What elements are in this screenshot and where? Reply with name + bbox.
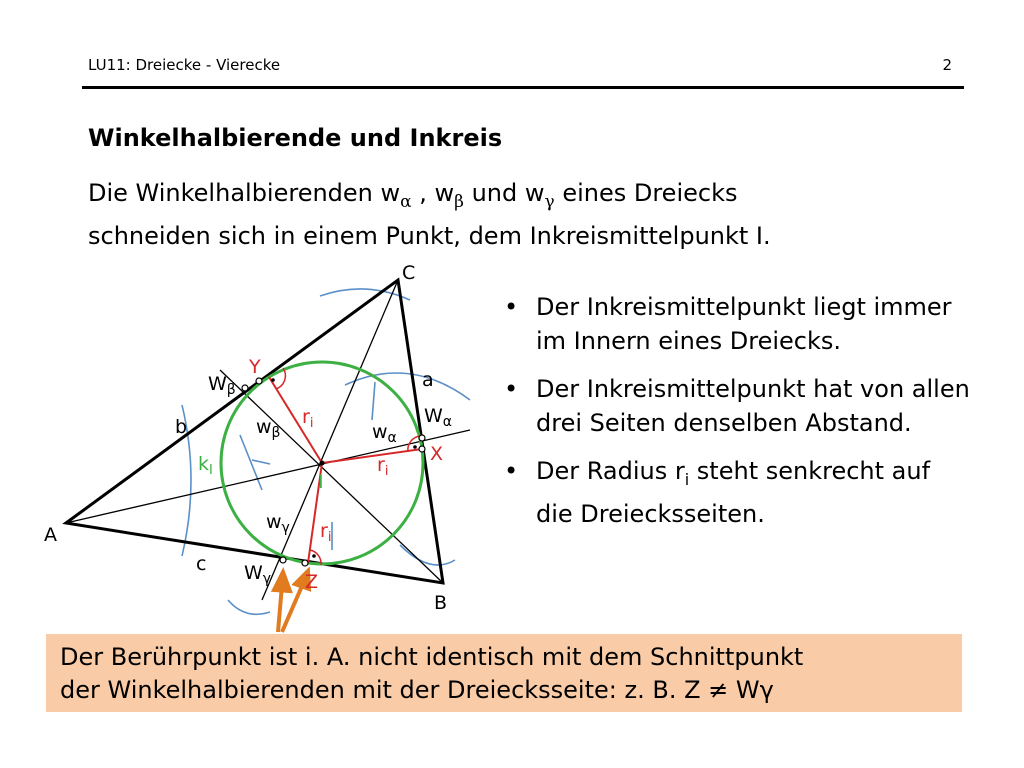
- bullet-item-3: [504, 454, 974, 531]
- diagram-labels: [44, 262, 452, 614]
- label-ri-Z: $r_i$: [320, 520, 332, 545]
- note-line-1: Der Berührpunkt ist i. A. nicht identisch mit dem Schnittpunkt: [60, 643, 804, 671]
- intro-alpha: α: [400, 191, 412, 212]
- label-A: A: [44, 524, 57, 546]
- label-I: I: [318, 471, 324, 493]
- bullet-item-1: [504, 290, 974, 358]
- point-Wgamma: [280, 557, 286, 563]
- label-a: a: [422, 369, 434, 391]
- arc-bottom: [228, 600, 270, 614]
- bullet-text-2: Der Inkreismittelpunkt hat von allen drei Seiten denselben Abstand.: [536, 375, 970, 437]
- label-walpha: $w_\alpha$: [372, 421, 397, 446]
- intro-suffix: eines Dreiecks: [554, 179, 738, 207]
- label-wgamma: $w_\gamma$: [266, 511, 290, 536]
- note-box: [46, 634, 962, 712]
- label-ri-X: $r_i$: [377, 454, 389, 479]
- dot-Z: [312, 554, 316, 558]
- intro-line-2: schneiden sich in einem Punkt, dem Inkreismittelpunkt I.: [88, 221, 771, 250]
- bullet-text-3-suffix: steht senkrecht auf die Dreiecksseiten.: [536, 457, 931, 528]
- label-ri-Y: $r_i$: [302, 406, 314, 431]
- page-number: 2: [942, 56, 952, 74]
- header-divider: [82, 86, 964, 89]
- pointer-arrows: [274, 571, 309, 632]
- bullet-list: [504, 290, 974, 545]
- label-Wbeta: $W_\beta$: [208, 373, 236, 398]
- label-wbeta: $w_\beta$: [256, 416, 281, 441]
- header-title: LU11: Dreiecke - Vierecke: [88, 56, 281, 74]
- bullet-text-3-prefix: Der Radius r: [536, 457, 685, 485]
- bisector-beta: [220, 370, 443, 583]
- dot-Y: [271, 378, 275, 382]
- intro-prefix: Die Winkelhalbierenden w: [88, 179, 401, 207]
- intro-sep2: und w: [463, 179, 545, 207]
- label-Wgamma: $W_\gamma$: [244, 562, 272, 587]
- points: [242, 378, 425, 566]
- point-Y: [256, 378, 262, 384]
- intro-line-1: [88, 176, 968, 219]
- bullet-item-2: [504, 372, 974, 440]
- incircle-diagram: [0, 240, 500, 640]
- point-Z: [302, 560, 308, 566]
- label-Y: Y: [249, 356, 261, 378]
- arc-c1: [320, 289, 410, 300]
- label-Walpha: $W_\alpha$: [424, 405, 453, 430]
- label-C: C: [402, 262, 416, 284]
- slide-header: [88, 56, 960, 84]
- arc-c2: [345, 373, 470, 400]
- point-X: [419, 446, 425, 452]
- bullet-marker: •: [504, 457, 519, 485]
- note-line-2: der Winkelhalbierenden mit der Dreiecksseite: z. B. Z ≠ Wγ: [60, 676, 774, 704]
- label-Z: Z: [305, 571, 319, 593]
- radius-to-Y: [269, 377, 322, 463]
- intro-beta: β: [454, 191, 464, 212]
- arc-cross2: [252, 460, 270, 464]
- bullet-text-3-sub: i: [684, 469, 690, 489]
- bullet-marker: •: [504, 375, 519, 403]
- slide-title: Winkelhalbierende und Inkreis: [88, 124, 503, 152]
- point-I: [320, 461, 325, 466]
- label-b: b: [175, 416, 188, 438]
- label-B: B: [434, 592, 448, 614]
- intro-gamma: γ: [544, 191, 555, 212]
- point-Walpha: [419, 435, 425, 441]
- point-Wbeta: [242, 385, 248, 391]
- arc-cross3: [372, 382, 375, 420]
- label-X: X: [430, 443, 444, 465]
- dot-X: [413, 445, 417, 449]
- radius-to-X: [322, 449, 422, 463]
- arrow-head-Wgamma: [274, 572, 290, 591]
- bullet-text-1: Der Inkreismittelpunkt liegt immer im Innern eines Dreiecks.: [536, 293, 952, 355]
- angle-bisectors: [66, 280, 470, 600]
- bullet-marker: •: [504, 293, 519, 321]
- intro-sep1: , w: [411, 179, 455, 207]
- label-c: c: [196, 553, 207, 575]
- label-kI: $k_I$: [198, 453, 213, 478]
- arc-b1: [400, 545, 455, 565]
